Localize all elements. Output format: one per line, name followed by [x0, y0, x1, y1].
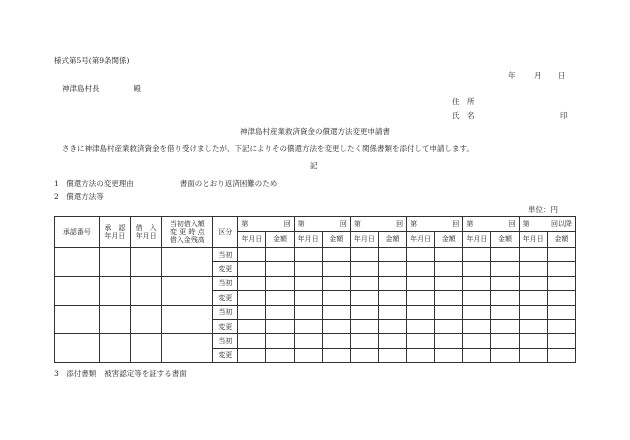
table-cell[interactable]: [378, 248, 406, 262]
table-cell[interactable]: [238, 291, 266, 305]
table-cell[interactable]: [55, 305, 100, 334]
table-cell[interactable]: [350, 305, 378, 319]
table-cell[interactable]: [547, 276, 575, 290]
installment-1-prefix: 第: [241, 219, 249, 228]
date-month: 月: [534, 71, 542, 80]
header-installment-2: [294, 217, 350, 232]
table-cell[interactable]: [99, 334, 130, 363]
header-balance-line1: 当初借入額: [169, 219, 205, 228]
table-cell[interactable]: [266, 291, 294, 305]
address-label: 住 所: [452, 97, 475, 106]
table-cell[interactable]: [350, 262, 378, 276]
table-cell[interactable]: [266, 262, 294, 276]
table-cell[interactable]: [407, 291, 435, 305]
sub-date: 年月日: [350, 232, 378, 248]
table-cell[interactable]: [378, 262, 406, 276]
item-2-label: 2 償還方法等: [54, 192, 104, 201]
table-cell[interactable]: [547, 305, 575, 319]
table-cell[interactable]: [322, 291, 350, 305]
table-cell[interactable]: [463, 262, 491, 276]
table-cell[interactable]: [547, 319, 575, 333]
table-cell[interactable]: [547, 348, 575, 362]
installment-2-suffix: 回: [339, 219, 347, 228]
table-cell[interactable]: [322, 276, 350, 290]
division-changed: 変更: [213, 291, 238, 305]
repayment-table: [54, 216, 576, 363]
sub-amount: 金額: [266, 232, 294, 248]
table-cell[interactable]: [350, 319, 378, 333]
ki-marker: 記: [310, 161, 318, 170]
table-cell[interactable]: [491, 248, 519, 262]
table-cell[interactable]: [238, 348, 266, 362]
sub-amount: 金額: [435, 232, 463, 248]
table-cell[interactable]: [491, 348, 519, 362]
table-cell[interactable]: [491, 291, 519, 305]
sub-date: 年月日: [519, 232, 547, 248]
table-cell[interactable]: [547, 248, 575, 262]
table-cell[interactable]: [547, 334, 575, 348]
table-cell[interactable]: [491, 319, 519, 333]
installment-last-suffix: 回以降: [551, 219, 572, 228]
table-cell[interactable]: [378, 305, 406, 319]
table-cell[interactable]: [162, 248, 213, 277]
installment-3-suffix: 回: [396, 219, 404, 228]
table-cell[interactable]: [266, 348, 294, 362]
table-cell[interactable]: [131, 305, 162, 334]
table-cell[interactable]: [519, 348, 547, 362]
table-cell[interactable]: [322, 248, 350, 262]
table-cell[interactable]: [491, 334, 519, 348]
installment-4-prefix: 第: [410, 219, 418, 228]
unit-label: 単位：円: [528, 205, 558, 214]
table-cell[interactable]: [378, 276, 406, 290]
sub-date: 年月日: [407, 232, 435, 248]
header-balance-line2: 変 更 時 点: [169, 227, 205, 236]
table-cell[interactable]: [238, 248, 266, 262]
table-cell[interactable]: [350, 334, 378, 348]
item-1: [54, 180, 277, 188]
table-cell[interactable]: [55, 334, 100, 363]
header-installment-5: [463, 217, 519, 232]
header-approval-date: [99, 217, 130, 248]
table-row: [55, 305, 576, 319]
table-cell[interactable]: [350, 248, 378, 262]
addressee-name: 神津島村長: [62, 84, 100, 93]
table-cell[interactable]: [131, 276, 162, 305]
table-cell[interactable]: [491, 262, 519, 276]
table-cell[interactable]: [463, 305, 491, 319]
item-3: [54, 370, 187, 378]
table-cell[interactable]: [463, 348, 491, 362]
installment-2-prefix: 第: [297, 219, 305, 228]
table-cell[interactable]: [55, 248, 100, 277]
table-cell[interactable]: [378, 319, 406, 333]
table-cell[interactable]: [294, 305, 322, 319]
installment-5-prefix: 第: [466, 219, 474, 228]
table-cell[interactable]: [294, 334, 322, 348]
table-cell[interactable]: [322, 334, 350, 348]
division-changed: 変更: [213, 348, 238, 362]
table-cell[interactable]: [294, 291, 322, 305]
document-title: 神津島村産業救済資金の償還方法変更申請書: [240, 127, 390, 136]
table-cell[interactable]: [162, 276, 213, 305]
header-approval-date-line2: 年月日: [104, 232, 126, 240]
table-cell[interactable]: [294, 262, 322, 276]
item-1-value: 書面のとおり返済困難のため: [179, 179, 278, 188]
date-day: 日: [558, 71, 566, 80]
installment-last-prefix: 第: [522, 219, 530, 228]
table-cell[interactable]: [378, 348, 406, 362]
installment-3-prefix: 第: [353, 219, 361, 228]
header-approval-no: 承認番号: [55, 217, 100, 248]
header-loan-date-line2: 年月日: [135, 232, 157, 240]
table-cell[interactable]: [435, 291, 463, 305]
date-year: 年: [508, 71, 516, 80]
table-cell[interactable]: [322, 262, 350, 276]
header-balance: [162, 217, 213, 248]
item-1-label: 1 償還方法の変更理由: [54, 179, 134, 188]
sub-amount: 金額: [378, 232, 406, 248]
installment-5-suffix: 回: [508, 219, 516, 228]
header-balance-line3: 借入金残高: [169, 236, 205, 245]
table-cell[interactable]: [435, 334, 463, 348]
table-cell[interactable]: [435, 248, 463, 262]
table-cell[interactable]: [435, 305, 463, 319]
table-cell[interactable]: [519, 319, 547, 333]
table-cell[interactable]: [294, 276, 322, 290]
name-label: 氏 名: [452, 111, 475, 120]
table-cell[interactable]: [266, 334, 294, 348]
table-cell[interactable]: [463, 276, 491, 290]
table-cell[interactable]: [378, 291, 406, 305]
header-loan-date: [131, 217, 162, 248]
table-cell[interactable]: [407, 319, 435, 333]
table-cell[interactable]: [519, 262, 547, 276]
installment-4-suffix: 回: [452, 219, 460, 228]
table-cell[interactable]: [435, 348, 463, 362]
table-cell[interactable]: [266, 276, 294, 290]
header-installment-1: [238, 217, 294, 232]
table-cell[interactable]: [435, 276, 463, 290]
addressee-honorific: 殿: [133, 84, 141, 93]
sub-amount: 金額: [322, 232, 350, 248]
table-cell[interactable]: [238, 262, 266, 276]
item-3-label: 3 添付書類: [54, 369, 97, 378]
table-row: [55, 248, 576, 262]
table-cell[interactable]: [266, 248, 294, 262]
table-cell[interactable]: [463, 334, 491, 348]
table-cell[interactable]: [162, 334, 213, 363]
division-changed: 変更: [213, 319, 238, 333]
table-cell[interactable]: [162, 305, 213, 334]
sub-date: 年月日: [463, 232, 491, 248]
table-cell[interactable]: [350, 276, 378, 290]
table-cell[interactable]: [350, 348, 378, 362]
table-cell[interactable]: [322, 348, 350, 362]
table-cell[interactable]: [350, 291, 378, 305]
header-approval-date-line1: 承 認: [104, 223, 126, 232]
division-initial: 当初: [213, 248, 238, 262]
table-cell[interactable]: [519, 248, 547, 262]
table-cell[interactable]: [131, 334, 162, 363]
table-cell[interactable]: [407, 262, 435, 276]
table-cell[interactable]: [519, 305, 547, 319]
header-loan-date-line1: 借 入: [135, 223, 157, 232]
item-3-value: 被害認定等を証する書面: [104, 369, 187, 378]
table-cell[interactable]: [99, 248, 130, 277]
header-installment-last: [519, 217, 575, 232]
addressee: [62, 85, 141, 93]
table-cell[interactable]: [238, 305, 266, 319]
table-cell[interactable]: [491, 305, 519, 319]
table-cell[interactable]: [547, 291, 575, 305]
division-initial: 当初: [213, 276, 238, 290]
table-cell[interactable]: [491, 276, 519, 290]
table-body: [55, 248, 576, 363]
seal-label: 印: [560, 111, 568, 120]
table-cell[interactable]: [322, 305, 350, 319]
table-cell[interactable]: [547, 262, 575, 276]
sub-amount: 金額: [547, 232, 575, 248]
table-cell[interactable]: [435, 262, 463, 276]
table-cell[interactable]: [294, 348, 322, 362]
table-cell[interactable]: [407, 276, 435, 290]
table-cell[interactable]: [463, 291, 491, 305]
table-cell[interactable]: [266, 319, 294, 333]
table-cell[interactable]: [378, 334, 406, 348]
header-installment-4: [407, 217, 463, 232]
sub-date: 年月日: [238, 232, 266, 248]
division-changed: 変更: [213, 262, 238, 276]
table-cell[interactable]: [294, 319, 322, 333]
table-cell[interactable]: [238, 319, 266, 333]
table-cell[interactable]: [407, 248, 435, 262]
table-cell[interactable]: [463, 248, 491, 262]
sub-date: 年月日: [294, 232, 322, 248]
sub-amount: 金額: [491, 232, 519, 248]
table-cell[interactable]: [99, 305, 130, 334]
table-cell[interactable]: [519, 291, 547, 305]
table-cell[interactable]: [99, 276, 130, 305]
table-cell[interactable]: [435, 319, 463, 333]
table-row: [55, 334, 576, 348]
table-cell[interactable]: [294, 248, 322, 262]
table-cell[interactable]: [131, 248, 162, 277]
table-cell[interactable]: [519, 334, 547, 348]
division-initial: 当初: [213, 305, 238, 319]
table-cell[interactable]: [238, 276, 266, 290]
table-cell[interactable]: [463, 319, 491, 333]
table-cell[interactable]: [266, 305, 294, 319]
header-division: 区分: [213, 217, 238, 248]
table-cell[interactable]: [407, 348, 435, 362]
table-cell[interactable]: [519, 276, 547, 290]
installment-1-suffix: 回: [283, 219, 291, 228]
table-cell[interactable]: [407, 334, 435, 348]
table-row: [55, 276, 576, 290]
division-initial: 当初: [213, 334, 238, 348]
form-number: 様式第5号(第9条関係): [54, 56, 130, 65]
table-cell[interactable]: [55, 276, 100, 305]
table-cell[interactable]: [322, 319, 350, 333]
table-cell[interactable]: [238, 334, 266, 348]
table-cell[interactable]: [407, 305, 435, 319]
header-installment-3: [350, 217, 406, 232]
date-line: [508, 72, 566, 80]
lead-text: さきに神津島村産業救済資金を借り受けましたが、下記によりその償還方法を変更したく関係書類を添付して申請します。: [62, 144, 474, 153]
